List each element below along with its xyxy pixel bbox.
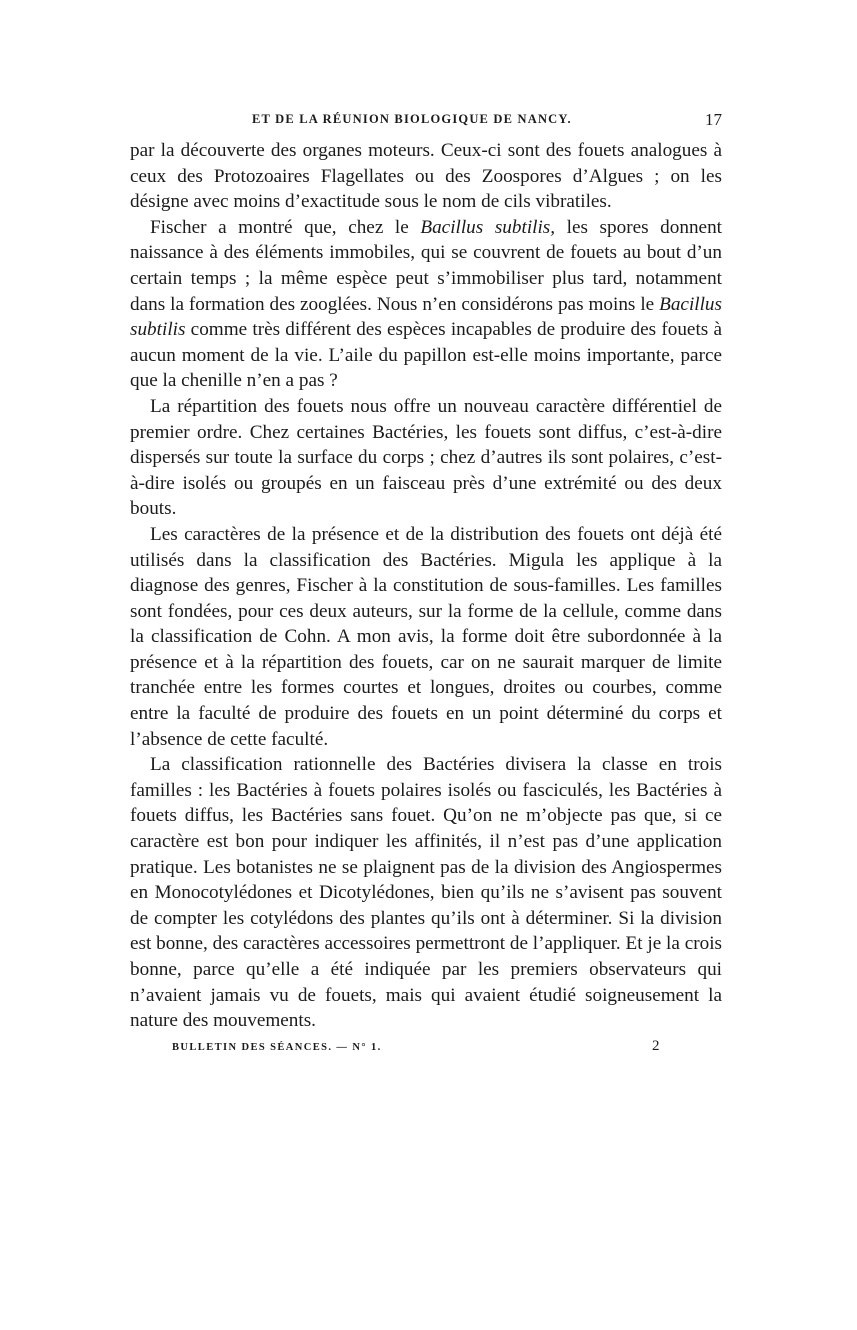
running-title: ET DE LA RÉUNION BIOLOGIQUE DE NANCY.: [252, 112, 572, 126]
paragraph-organes-moteurs: [130, 138, 722, 215]
running-head: [130, 108, 722, 134]
page-footer: [130, 1036, 722, 1060]
paragraph-text: La classification rationnelle des Bactéries divisera la classe en trois familles : les Bactéries à fouets polaires isolés ou fasciculés, les Bactéries à fouets diffus, les Bactéries sans fouet. Qu’on ne m’objecte pas que, si ce caractère est bon pour indiquer les affinités, il n’est pas d’une application pratique. Les botanistes ne se plaignent pas de la division des Angiospermes en Monocotylédones et Dicotylédones, bien qu’ils ne s’avisent pas souvent de compter les cotylédons des plantes qu’ils ont à déterminer. Si la division est bonne, des caractères accessoires permettront de l’appliquer. Et je la crois bonne, parce qu’elle a été indiquée par les premiers observateurs qui n’avaient jamais vu de fouets, mais qui avaient étudié soigneusement la nature des mouvements.: [130, 754, 722, 1032]
signature-mark: 2: [652, 1037, 660, 1054]
book-page: [130, 108, 722, 1060]
paragraph-text: La répartition des fouets nous offre un nouveau caractère différentiel de premier ordre. Chez certaines Bactéries, les fouets sont diffus, c’est-à-dire dispersés sur toute la surface du corps ; chez d’autres ils sont polaires, c’est-à-dire isolés ou groupés en un faisceau près d’une extrémité ou des deux bouts.: [130, 395, 722, 520]
body-text: [130, 138, 722, 1034]
species-name-italic: Bacillus subtilis,: [420, 216, 556, 238]
paragraph-text: comme très différent des espèces incapables de produire des fouets à aucun moment de la vie. L’aile du papillon est-elle moins importante, parce que la chenille n’en a pas ?: [130, 319, 722, 392]
signature-line: BULLETIN DES SÉANCES. — N° 1.: [172, 1041, 382, 1053]
paragraph-text: par la découverte des organes moteurs. Ceux-ci sont des fouets analogues à ceux des Protozoaires Flagellates ou des Zoospores d’Algues ; on les désigne avec moins d’exactitude sous le nom de cils vibratiles.: [130, 140, 722, 213]
paragraph-repartition-fouets: [130, 394, 722, 522]
species-name-italic: Bacillus subtilis: [130, 293, 722, 341]
paragraph-classification-rationnelle: [130, 752, 722, 1034]
paragraph-text: Les caractères de la présence et de la distribution des fouets ont déjà été utilisés dans la classification des Bactéries. Migula les applique à la diagnose des genres, Fischer à la constitution de sous-familles. Les familles sont fondées, pour ces deux auteurs, sur la forme de la cellule, comme dans la classification de Cohn. A mon avis, la forme doit être subordonnée à la présence et à la répartition des fouets, car on ne saurait marquer de limite tranchée entre les formes courtes et longues, droites ou courbes, comme entre la faculté de produire des fouets en un point déterminé du corps et l’absence de cette faculté.: [130, 523, 722, 750]
paragraph-caracteres-presence: [130, 522, 722, 752]
paragraph-text: Fischer a montré que, chez le: [150, 216, 421, 238]
paragraph-fischer-bacillus: [130, 215, 722, 394]
paragraph-text: les spores donnent naissance à des éléments immobiles, qui se couvrent de fouets au bout d’un certain temps ; la même espèce peut s’immobiliser plus tard, notamment dans la formation des zooglées. Nous n’en considérons pas moins le: [130, 216, 722, 315]
page-number: 17: [705, 110, 722, 129]
